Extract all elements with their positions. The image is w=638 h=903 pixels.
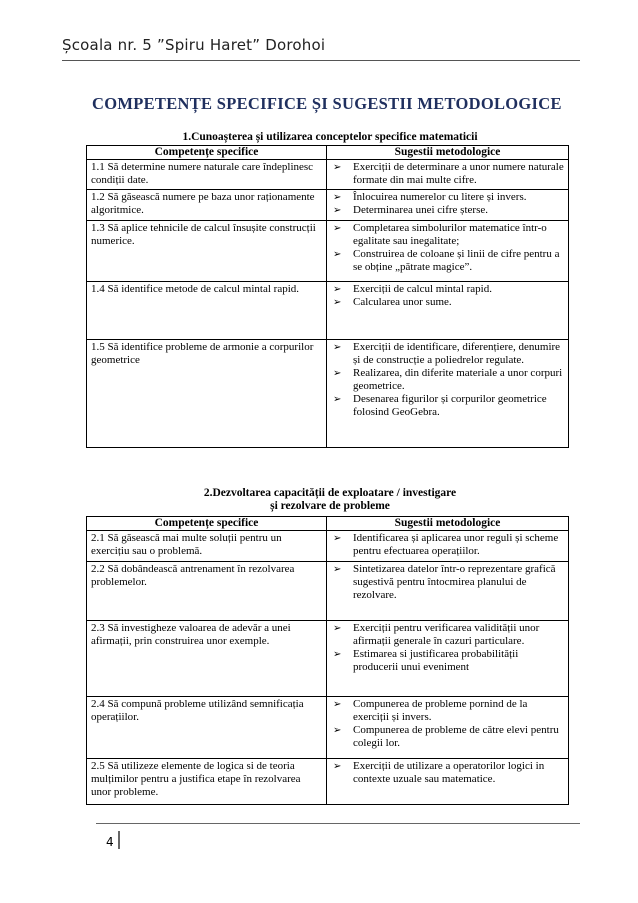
suggestion-item: ➢ Exerciții de calcul mintal rapid.: [331, 283, 564, 296]
page-title: COMPETENȚE SPECIFICE ȘI SUGESTII METODOLOGICE: [92, 94, 562, 113]
col-header-sugestii: Sugestii metodologice: [327, 517, 569, 531]
suggestion-item: ➢ Construirea de coloane și linii de cifre pentru a se obține „pătrate magice”.: [331, 248, 564, 274]
suggestions-cell: [327, 759, 569, 805]
section2-heading-line2: și rezolvare de probleme: [270, 500, 390, 512]
competence-cell: 2.3 Să investigheze valoarea de adevăr a unei afirmații, prin construirea unor exemple.: [87, 621, 327, 697]
suggestion-item: ➢ Calcularea unor sume.: [331, 296, 564, 309]
table-row: [87, 160, 569, 190]
suggestion-item: ➢ Completarea simbolurilor matematice într-o egalitate sau inegalitate;: [331, 222, 564, 248]
header-divider: [62, 60, 580, 61]
table-row: [87, 562, 569, 621]
footer-divider: [96, 823, 580, 824]
competence-cell: 2.1 Să găsească mai multe soluții pentru un exercițiu sau o problemă.: [87, 531, 327, 562]
competence-cell: 1.4 Să identifice metode de calcul mintal rapid.: [87, 282, 327, 340]
competence-cell: 1.5 Să identifice probleme de armonie a corpurilor geometrice: [87, 340, 327, 448]
competence-cell: 1.2 Să găsească numere pe baza unor raționamente algoritmice.: [87, 190, 327, 221]
competence-cell: 1.1 Să determine numere naturale care îndeplinesc condiții date.: [87, 160, 327, 190]
section1-heading: 1.Cunoașterea și utilizarea conceptelor specifice matematicii: [182, 131, 478, 143]
suggestions-cell: [327, 562, 569, 621]
competence-cell: 2.2 Să dobândească antrenament în rezolvarea problemelor.: [87, 562, 327, 621]
table-header-row: [87, 517, 569, 531]
competence-cell: 2.5 Să utilizeze elemente de logica si de teoria mulțimilor pentru a justifica etape în rezolvarea unor probleme.: [87, 759, 327, 805]
col-header-sugestii: Sugestii metodologice: [327, 146, 569, 160]
table-row: [87, 282, 569, 340]
suggestion-item: ➢ Sintetizarea datelor într-o reprezentare grafică sugestivă pentru întocmirea planului de rezolvare.: [331, 563, 564, 602]
section2-table: [86, 516, 569, 805]
col-header-competente: Competențe specifice: [87, 517, 327, 531]
table-row: [87, 531, 569, 562]
table-row: [87, 759, 569, 805]
suggestion-item: ➢ Determinarea unei cifre șterse.: [331, 204, 564, 217]
table-row: [87, 190, 569, 221]
section1-table: [86, 145, 569, 448]
suggestion-item: ➢ Exerciții de utilizare a operatorilor logici in contexte uzuale sau matematice.: [331, 760, 564, 786]
suggestions-cell: [327, 160, 569, 190]
suggestion-item: ➢ Exerciții de identificare, diferențiere, denumire și de construcție a poliedrelor regulate.: [331, 341, 564, 367]
table-row: [87, 340, 569, 448]
table-row: [87, 621, 569, 697]
suggestion-item: ➢ Estimarea si justificarea probabilității producerii unui eveniment: [331, 648, 564, 674]
section2-heading: [86, 487, 574, 513]
suggestion-item: ➢ Exerciții pentru verificarea validității unor afirmații generale în cazuri particulare.: [331, 622, 564, 648]
suggestions-cell: [327, 531, 569, 562]
suggestion-item: ➢ Înlocuirea numerelor cu litere și invers.: [331, 191, 564, 204]
table-row: [87, 221, 569, 282]
suggestions-cell: [327, 697, 569, 759]
header-school-name: Școala nr. 5 ”Spiru Haret” Dorohoi: [62, 36, 326, 54]
suggestion-item: ➢ Identificarea și aplicarea unor reguli și scheme pentru efectuarea operațiilor.: [331, 532, 564, 558]
suggestions-cell: [327, 190, 569, 221]
suggestion-item: ➢ Desenarea figurilor și corpurilor geometrice folosind GeoGebra.: [331, 393, 564, 419]
suggestions-cell: [327, 621, 569, 697]
suggestions-cell: [327, 282, 569, 340]
footer-bar: [118, 831, 120, 849]
suggestions-cell: [327, 340, 569, 448]
table-header-row: [87, 146, 569, 160]
table-row: [87, 697, 569, 759]
suggestion-item: ➢ Exerciții de determinare a unor numere naturale formate din mai multe cifre.: [331, 161, 564, 187]
competence-cell: 2.4 Să compună probleme utilizând semnificația operațiilor.: [87, 697, 327, 759]
suggestion-item: ➢ Compunerea de probleme pornind de la exerciții și invers.: [331, 698, 564, 724]
suggestion-item: ➢ Compunerea de probleme de către elevi pentru colegii lor.: [331, 724, 564, 750]
suggestions-cell: [327, 221, 569, 282]
page-number: 4: [106, 835, 114, 849]
section2-heading-line1: 2.Dezvoltarea capacității de exploatare / investigare: [203, 487, 457, 499]
col-header-competente: Competențe specifice: [87, 146, 327, 160]
suggestion-item: ➢ Realizarea, din diferite materiale a unor corpuri geometrice.: [331, 367, 564, 393]
competence-cell: 1.3 Să aplice tehnicile de calcul însușite construcții numerice.: [87, 221, 327, 282]
